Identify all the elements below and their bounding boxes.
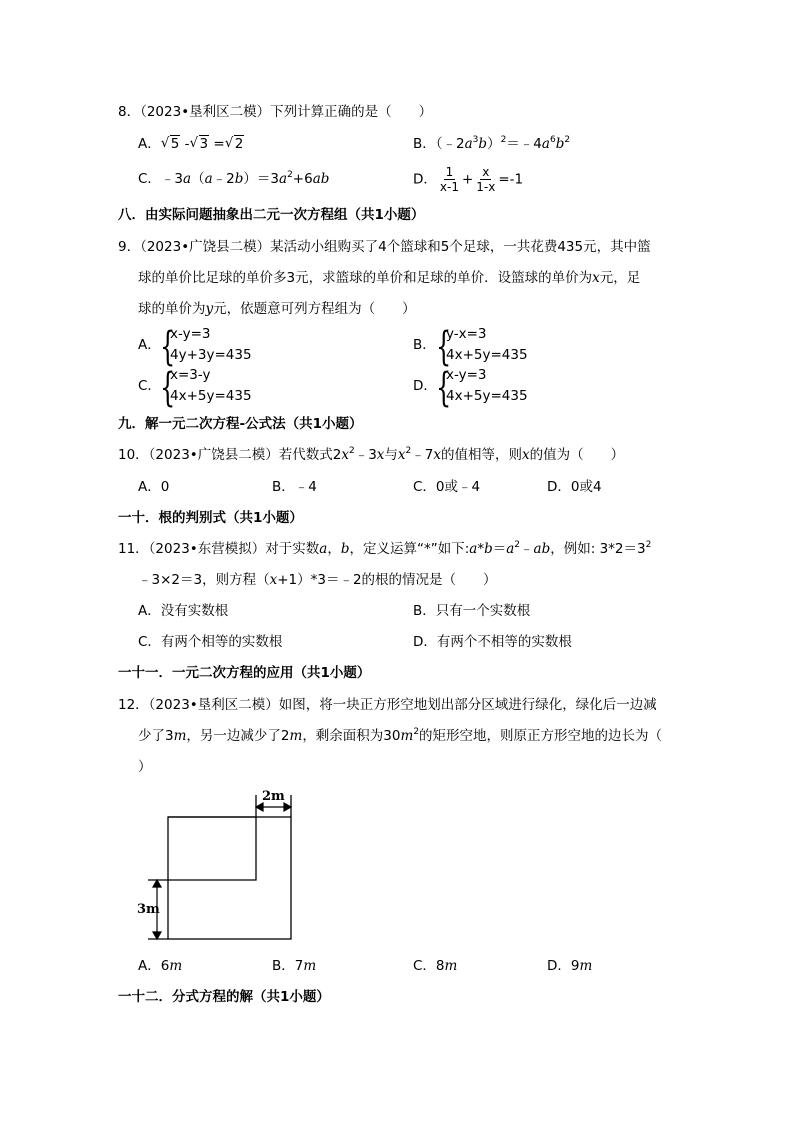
figure-label-2m: 2m bbox=[262, 789, 285, 804]
q8-stem: 8．（2023•垦利区二模）下列计算正确的是（ ） bbox=[118, 104, 433, 120]
q12-stem-line1: 12．（2023•垦利区二模）如图，将一块正方形空地划出部分区域进行绿化，绿化后一边减 bbox=[118, 697, 657, 713]
q8-option-a: A． √ 5 - √ 3 = √ 2 bbox=[138, 135, 244, 152]
q9-stem-line2: 球的单价比足球的单价多3元，求篮球的单价和足球的单价．设篮球的单价为x元，足 bbox=[138, 270, 641, 286]
section-heading-10: 一十．根的判别式（共1小题） bbox=[118, 510, 303, 526]
q9-stem-line3: 球的单价为y元，依题意可列方程组为（ ） bbox=[138, 301, 416, 317]
q10-option-d: D．0或4 bbox=[547, 479, 602, 495]
q11-option-b: B．只有一个实数根 bbox=[413, 603, 531, 619]
q12-option-b: B．7m bbox=[272, 958, 317, 974]
q9-option-d-label: D． bbox=[413, 378, 437, 394]
figure-arrow-2m bbox=[256, 803, 291, 811]
q12-stem-line3: ） bbox=[138, 759, 152, 775]
figure-outer-square bbox=[168, 817, 291, 939]
q10-option-c: C．0或﹣4 bbox=[413, 479, 481, 495]
q10-option-a: A．0 bbox=[138, 479, 170, 495]
section-heading-12: 一十二．分式方程的解（共1小题） bbox=[118, 989, 330, 1005]
q12-stem-line2: 少了3m，另一边减少了2m，剩余面积为$30m^2$的矩形空地，则原正方形空地的边长为（ bbox=[138, 727, 663, 744]
q11-option-c: C．有两个相等的实数根 bbox=[138, 634, 283, 650]
q11-stem-line2: ﹣3×2＝3，则方程（x+1）*3＝﹣2的根的情况是（ ） bbox=[138, 572, 497, 588]
q11-option-a: A．没有实数根 bbox=[138, 603, 229, 619]
q11-option-d: D．有两个不相等的实数根 bbox=[413, 634, 572, 650]
q10-stem: 10．（2023•广饶县二模）若代数式$2x^2﹣3x$与$x^2﹣7x$的值相等，则x的值为（ ） bbox=[118, 446, 625, 463]
q8-option-c: C．$﹣3a(a﹣2b)=3a^2+6ab$ bbox=[138, 170, 330, 187]
q11-stem-line1: 11．（2023•东营模拟）对于实数a，b，定义运算“*”如下$:a*b=a^2﹣ab$，例如: $3*2=3^2$ bbox=[118, 540, 652, 557]
q9-option-c-label: C． bbox=[138, 378, 161, 394]
figure-inner-corner bbox=[168, 817, 256, 880]
q9-option-a-label: A． bbox=[138, 337, 161, 353]
q12-option-c: C．8m bbox=[413, 958, 458, 974]
section-heading-11: 一十一．一元二次方程的应用（共1小题） bbox=[118, 665, 371, 681]
section-heading-8: 八．由实际问题抽象出二元一次方程组（共1小题） bbox=[118, 207, 425, 223]
q9-option-b-label: B． bbox=[413, 337, 436, 353]
figure-label-3m: 3m bbox=[137, 902, 160, 917]
q9-stem-line1: 9．（2023•广饶县二模）某活动小组购买了4个篮球和5个足球，一共花费435元，其中篮 bbox=[118, 239, 651, 255]
q10-option-b: B．﹣4 bbox=[272, 479, 317, 495]
q8-option-d: D． $\frac{1}{x-1}$ + $\frac{x}{1-x}$ =-1 bbox=[413, 165, 524, 194]
q12-option-d: D．9m bbox=[547, 958, 593, 974]
section-heading-9: 九．解一元二次方程-公式法（共1小题） bbox=[118, 416, 363, 432]
q12-option-a: A．6m bbox=[138, 958, 183, 974]
q8-option-b: B．$(﹣2a^3b)^2=﹣4a^6b^2$ bbox=[413, 135, 571, 152]
